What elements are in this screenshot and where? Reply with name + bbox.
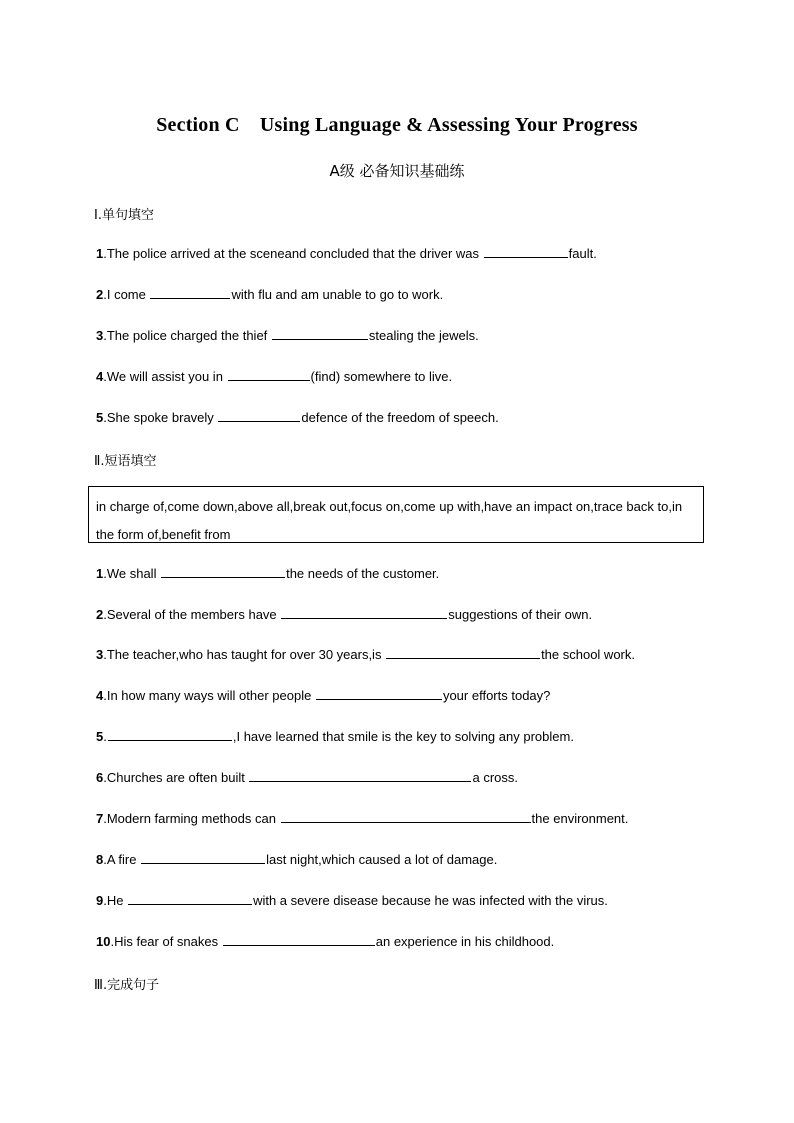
question-2-10 [96, 933, 554, 949]
question-2-3 [96, 646, 635, 662]
question-number: 6 [96, 770, 104, 785]
question-2-1 [96, 565, 439, 581]
question-text: .The police arrived at the sceneand concluded that the driver was [103, 246, 483, 261]
question-text: (find) somewhere to live. [310, 369, 453, 384]
section-heading-2: Ⅱ.短语填空 [94, 454, 157, 469]
question-number: 5 [96, 729, 104, 744]
question-number: 10 [96, 934, 111, 949]
answer-blank[interactable] [249, 769, 471, 782]
question-number: 7 [96, 811, 104, 826]
question-text: with a severe disease because he was infected with the virus. [253, 893, 608, 908]
question-text: .The police charged the thief [103, 328, 271, 343]
question-number: 2 [96, 607, 104, 622]
question-number: 4 [96, 369, 104, 384]
answer-blank[interactable] [218, 409, 300, 422]
question-text: an experience in his childhood. [375, 934, 555, 949]
answer-blank[interactable] [281, 810, 531, 823]
answer-blank[interactable] [161, 565, 285, 578]
question-number: 1 [96, 566, 104, 581]
question-text: .The teacher,who has taught for over 30 years,is [103, 647, 386, 662]
answer-blank[interactable] [108, 728, 232, 741]
question-text: your efforts today? [442, 688, 551, 703]
answer-blank[interactable] [141, 851, 265, 864]
question-1-1 [96, 245, 597, 261]
answer-blank[interactable] [272, 327, 368, 340]
question-text: .I come [103, 287, 150, 302]
phrase-bank-box: in charge of,come down,above all,break out,focus on,come up with,have an impact on,trace back to,in the form of,benefit from [88, 486, 704, 543]
question-2-5 [96, 728, 574, 744]
question-text: .She spoke bravely [103, 410, 218, 425]
answer-blank[interactable] [128, 892, 252, 905]
question-number: 8 [96, 852, 104, 867]
question-text: .We will assist you in [103, 369, 227, 384]
question-1-5 [96, 409, 499, 425]
answer-blank[interactable] [228, 368, 310, 381]
question-number: 3 [96, 647, 104, 662]
question-text: .His fear of snakes [110, 934, 222, 949]
answer-blank[interactable] [316, 687, 442, 700]
answer-blank[interactable] [281, 606, 447, 619]
answer-blank[interactable] [223, 933, 375, 946]
question-text: ,I have learned that smile is the key to solving any problem. [232, 729, 574, 744]
question-text: .We shall [103, 566, 161, 581]
page-subtitle: A级 必备知识基础练 [329, 162, 465, 180]
question-text: stealing the jewels. [368, 328, 479, 343]
question-2-7 [96, 810, 628, 826]
question-2-8 [96, 851, 497, 867]
question-2-6 [96, 769, 518, 785]
question-text: .He [103, 893, 128, 908]
page-title: Section C Using Language & Assessing Your Progress [156, 114, 638, 136]
question-text: .Churches are often built [103, 770, 249, 785]
question-text: the school work. [541, 647, 635, 662]
section-heading-3: Ⅲ.完成句子 [94, 978, 160, 993]
answer-blank[interactable] [484, 245, 568, 258]
question-text: . [103, 729, 107, 744]
question-text: .Modern farming methods can [103, 811, 280, 826]
question-2-2 [96, 606, 592, 622]
question-2-4 [96, 687, 550, 703]
question-number: 2 [96, 287, 104, 302]
question-1-2 [96, 286, 443, 302]
question-text: with flu and am unable to go to work. [231, 287, 444, 302]
question-text: .A fire [103, 852, 141, 867]
question-text: .Several of the members have [103, 607, 281, 622]
question-number: 4 [96, 688, 104, 703]
question-number: 9 [96, 893, 104, 908]
question-text: last night,which caused a lot of damage. [266, 852, 498, 867]
question-text: .In how many ways will other people [103, 688, 315, 703]
answer-blank[interactable] [150, 286, 230, 299]
question-1-3 [96, 327, 479, 343]
question-text: suggestions of their own. [448, 607, 593, 622]
question-2-9 [96, 892, 608, 908]
question-1-4 [96, 368, 452, 384]
question-text: defence of the freedom of speech. [301, 410, 499, 425]
question-text: the needs of the customer. [286, 566, 440, 581]
section-heading-1: Ⅰ.单句填空 [94, 208, 154, 223]
question-text: fault. [568, 246, 597, 261]
question-number: 1 [96, 246, 104, 261]
question-number: 3 [96, 328, 104, 343]
question-text: a cross. [472, 770, 518, 785]
question-number: 5 [96, 410, 104, 425]
answer-blank[interactable] [386, 646, 540, 659]
question-text: the environment. [531, 811, 629, 826]
